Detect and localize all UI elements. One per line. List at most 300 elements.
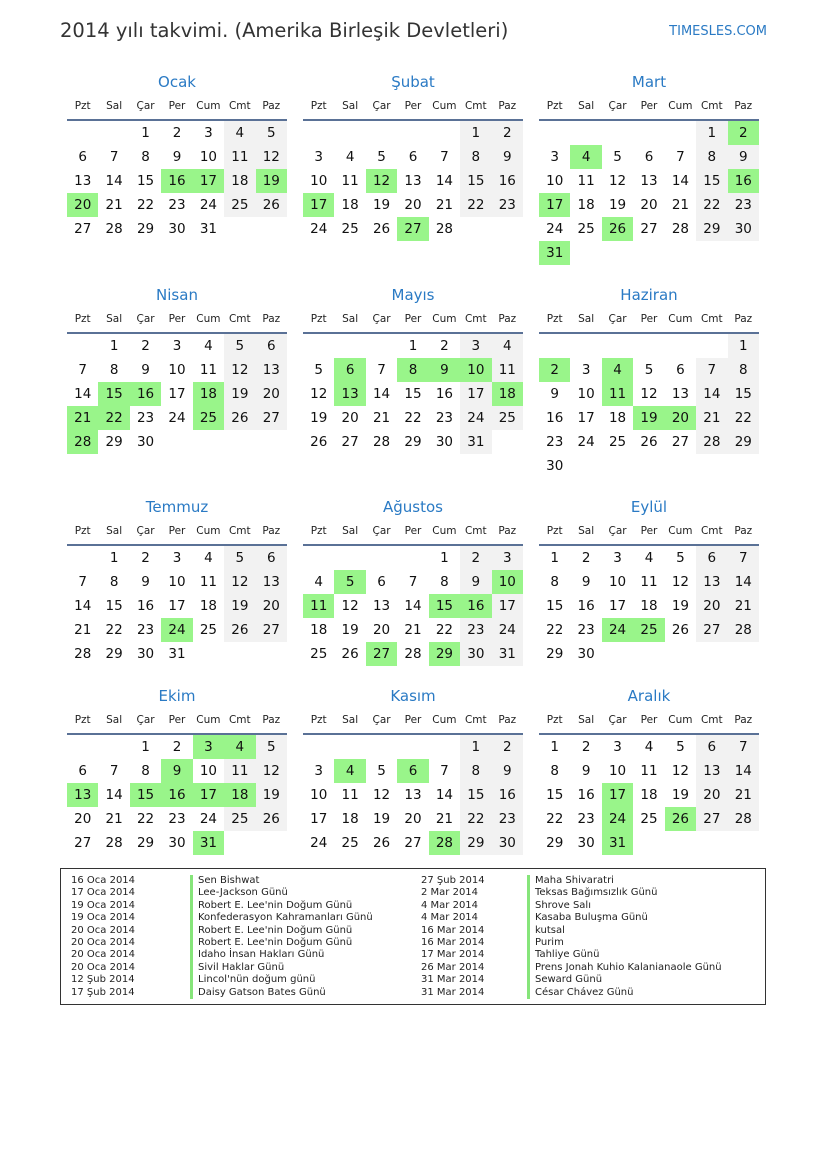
day[interactable]: 25: [224, 807, 255, 831]
day[interactable]: 3: [314, 763, 323, 779]
holiday-day[interactable]: 5: [334, 570, 365, 594]
day[interactable]: 10: [546, 173, 564, 189]
day[interactable]: 30: [577, 835, 595, 851]
holiday-day[interactable]: 6: [334, 358, 365, 382]
day[interactable]: 19: [310, 410, 328, 426]
day[interactable]: 1: [460, 735, 491, 759]
day[interactable]: 30: [136, 434, 155, 450]
day[interactable]: 21: [105, 811, 123, 827]
day[interactable]: 29: [136, 221, 155, 237]
day[interactable]: 24: [199, 197, 218, 213]
day[interactable]: 1: [440, 550, 449, 566]
day[interactable]: 26: [224, 406, 255, 430]
day[interactable]: 20: [640, 197, 658, 213]
day[interactable]: 23: [577, 811, 595, 827]
day[interactable]: 15: [460, 169, 491, 193]
day[interactable]: 7: [377, 362, 386, 378]
day[interactable]: 10: [199, 763, 218, 779]
day[interactable]: 14: [728, 570, 759, 594]
day[interactable]: 31: [460, 430, 491, 454]
day[interactable]: 24: [546, 221, 564, 237]
day[interactable]: 14: [671, 173, 690, 189]
holiday-day[interactable]: 4: [224, 735, 255, 759]
day[interactable]: 23: [728, 193, 759, 217]
day[interactable]: 3: [314, 149, 323, 165]
day[interactable]: 16: [136, 598, 155, 614]
day[interactable]: 9: [581, 763, 591, 779]
day[interactable]: 13: [404, 173, 422, 189]
holiday-day[interactable]: 27: [397, 217, 428, 241]
day[interactable]: 15: [136, 173, 155, 189]
day[interactable]: 11: [199, 574, 218, 590]
day[interactable]: 4: [644, 739, 654, 755]
day[interactable]: 2: [581, 739, 591, 755]
day[interactable]: 28: [74, 646, 92, 662]
day[interactable]: 13: [696, 570, 727, 594]
day[interactable]: 29: [136, 835, 155, 851]
day[interactable]: 11: [224, 145, 255, 169]
day[interactable]: 16: [546, 410, 564, 426]
day[interactable]: 3: [172, 550, 182, 566]
day[interactable]: 9: [492, 145, 523, 169]
day[interactable]: 10: [168, 574, 186, 590]
day[interactable]: 28: [105, 221, 123, 237]
day[interactable]: 20: [341, 410, 359, 426]
day[interactable]: 16: [492, 169, 523, 193]
day[interactable]: 26: [372, 221, 391, 237]
day[interactable]: 22: [696, 193, 727, 217]
day[interactable]: 7: [676, 149, 685, 165]
day[interactable]: 30: [492, 831, 523, 855]
day[interactable]: 16: [435, 386, 454, 402]
day[interactable]: 15: [696, 169, 727, 193]
day[interactable]: 7: [109, 763, 119, 779]
day[interactable]: 6: [644, 149, 654, 165]
day[interactable]: 23: [168, 197, 186, 213]
day[interactable]: 3: [460, 334, 491, 358]
day[interactable]: 24: [460, 406, 491, 430]
day[interactable]: 12: [640, 386, 658, 402]
day[interactable]: 5: [377, 149, 386, 165]
day[interactable]: 21: [728, 594, 759, 618]
day[interactable]: 7: [109, 149, 119, 165]
day[interactable]: 8: [460, 759, 491, 783]
day[interactable]: 12: [341, 598, 359, 614]
day[interactable]: 8: [141, 149, 150, 165]
day[interactable]: 8: [109, 574, 119, 590]
holiday-day[interactable]: 20: [67, 193, 98, 217]
holiday-day[interactable]: 20: [665, 406, 696, 430]
day[interactable]: 11: [341, 787, 359, 803]
day[interactable]: 29: [404, 434, 422, 450]
day[interactable]: 31: [492, 642, 523, 666]
day[interactable]: 9: [141, 574, 150, 590]
day[interactable]: 22: [435, 622, 454, 638]
day[interactable]: 7: [440, 763, 449, 779]
day[interactable]: 9: [460, 570, 491, 594]
day[interactable]: 7: [696, 358, 727, 382]
day[interactable]: 12: [256, 759, 287, 783]
holiday-day[interactable]: 16: [728, 169, 759, 193]
day[interactable]: 18: [310, 622, 328, 638]
day[interactable]: 8: [109, 362, 119, 378]
day[interactable]: 20: [696, 783, 727, 807]
day[interactable]: 6: [256, 334, 287, 358]
day[interactable]: 5: [224, 546, 255, 570]
day[interactable]: 7: [728, 546, 759, 570]
day[interactable]: 16: [577, 787, 595, 803]
brand-link[interactable]: TIMESLES.COM: [669, 24, 767, 39]
day[interactable]: 22: [136, 811, 155, 827]
day[interactable]: 21: [372, 410, 391, 426]
day[interactable]: 21: [404, 622, 422, 638]
day[interactable]: 30: [136, 646, 155, 662]
day[interactable]: 11: [577, 173, 595, 189]
day[interactable]: 24: [199, 811, 218, 827]
day[interactable]: 30: [460, 642, 491, 666]
day[interactable]: 10: [608, 574, 627, 590]
day[interactable]: 8: [728, 358, 759, 382]
holiday-day[interactable]: 25: [633, 618, 664, 642]
day[interactable]: 6: [696, 546, 727, 570]
day[interactable]: 16: [577, 598, 595, 614]
day[interactable]: 15: [728, 382, 759, 406]
holiday-day[interactable]: 2: [539, 358, 570, 382]
holiday-day[interactable]: 22: [98, 406, 129, 430]
holiday-day[interactable]: 16: [130, 382, 161, 406]
day[interactable]: 5: [644, 362, 654, 378]
day[interactable]: 18: [640, 787, 658, 803]
holiday-day[interactable]: 28: [67, 430, 98, 454]
holiday-day[interactable]: 25: [193, 406, 224, 430]
day[interactable]: 7: [440, 149, 449, 165]
day[interactable]: 18: [199, 598, 218, 614]
day[interactable]: 12: [608, 173, 627, 189]
day[interactable]: 30: [577, 646, 595, 662]
day[interactable]: 25: [224, 193, 255, 217]
holiday-day[interactable]: 4: [602, 358, 633, 382]
day[interactable]: 6: [408, 149, 418, 165]
day[interactable]: 30: [168, 221, 186, 237]
day[interactable]: 20: [256, 594, 287, 618]
day[interactable]: 31: [199, 221, 218, 237]
day[interactable]: 22: [460, 807, 491, 831]
holiday-day[interactable]: 21: [67, 406, 98, 430]
day[interactable]: 13: [256, 570, 287, 594]
day[interactable]: 31: [168, 646, 186, 662]
day[interactable]: 8: [550, 763, 559, 779]
day[interactable]: 15: [546, 598, 564, 614]
day[interactable]: 20: [74, 811, 92, 827]
day[interactable]: 13: [256, 358, 287, 382]
holiday-day[interactable]: 17: [602, 783, 633, 807]
day[interactable]: 27: [256, 618, 287, 642]
day[interactable]: 26: [256, 193, 287, 217]
day[interactable]: 18: [341, 811, 359, 827]
day[interactable]: 29: [546, 646, 564, 662]
holiday-day[interactable]: 28: [429, 831, 460, 855]
day[interactable]: 9: [728, 145, 759, 169]
holiday-day[interactable]: 9: [429, 358, 460, 382]
day[interactable]: 15: [105, 598, 123, 614]
holiday-day[interactable]: 11: [602, 382, 633, 406]
day[interactable]: 11: [224, 759, 255, 783]
day[interactable]: 1: [460, 121, 491, 145]
day[interactable]: 4: [224, 121, 255, 145]
holiday-day[interactable]: 15: [98, 382, 129, 406]
day[interactable]: 27: [341, 434, 359, 450]
day[interactable]: 11: [640, 763, 658, 779]
day[interactable]: 28: [404, 646, 422, 662]
day[interactable]: 14: [74, 598, 92, 614]
day[interactable]: 25: [492, 406, 523, 430]
day[interactable]: 11: [199, 362, 218, 378]
day[interactable]: 13: [74, 173, 92, 189]
day[interactable]: 28: [105, 835, 123, 851]
holiday-day[interactable]: 17: [193, 783, 224, 807]
day[interactable]: 1: [696, 121, 727, 145]
day[interactable]: 14: [105, 173, 123, 189]
day[interactable]: 25: [341, 835, 359, 851]
day[interactable]: 4: [204, 338, 213, 354]
day[interactable]: 5: [256, 735, 287, 759]
day[interactable]: 28: [696, 430, 727, 454]
day[interactable]: 14: [728, 759, 759, 783]
holiday-day[interactable]: 15: [130, 783, 161, 807]
holiday-day[interactable]: 13: [67, 783, 98, 807]
day[interactable]: 18: [341, 197, 359, 213]
holiday-day[interactable]: 16: [161, 783, 192, 807]
day[interactable]: 16: [492, 783, 523, 807]
day[interactable]: 14: [404, 598, 422, 614]
holiday-day[interactable]: 4: [570, 145, 601, 169]
day[interactable]: 25: [608, 434, 627, 450]
day[interactable]: 30: [435, 434, 454, 450]
day[interactable]: 13: [372, 598, 391, 614]
day[interactable]: 11: [640, 574, 658, 590]
day[interactable]: 26: [640, 434, 658, 450]
holiday-day[interactable]: 29: [429, 642, 460, 666]
day[interactable]: 2: [141, 550, 150, 566]
day[interactable]: 4: [314, 574, 323, 590]
day[interactable]: 20: [404, 197, 422, 213]
day[interactable]: 2: [141, 338, 150, 354]
day[interactable]: 27: [256, 406, 287, 430]
day[interactable]: 14: [74, 386, 92, 402]
holiday-day[interactable]: 6: [397, 759, 428, 783]
day[interactable]: 23: [435, 410, 454, 426]
day[interactable]: 5: [314, 362, 323, 378]
day[interactable]: 13: [671, 386, 690, 402]
day[interactable]: 29: [460, 831, 491, 855]
day[interactable]: 14: [696, 382, 727, 406]
day[interactable]: 3: [204, 125, 213, 141]
day[interactable]: 10: [608, 763, 627, 779]
holiday-day[interactable]: 10: [460, 358, 491, 382]
day[interactable]: 22: [728, 406, 759, 430]
day[interactable]: 24: [310, 835, 328, 851]
day[interactable]: 1: [408, 338, 418, 354]
day[interactable]: 12: [671, 763, 690, 779]
day[interactable]: 23: [492, 807, 523, 831]
day[interactable]: 3: [613, 550, 622, 566]
holiday-day[interactable]: 18: [193, 382, 224, 406]
day[interactable]: 1: [109, 550, 119, 566]
day[interactable]: 8: [696, 145, 727, 169]
day[interactable]: 19: [372, 811, 391, 827]
day[interactable]: 20: [696, 594, 727, 618]
day[interactable]: 19: [608, 197, 627, 213]
day[interactable]: 5: [377, 763, 386, 779]
holiday-day[interactable]: 17: [303, 193, 334, 217]
day[interactable]: 28: [728, 807, 759, 831]
day[interactable]: 8: [460, 145, 491, 169]
day[interactable]: 6: [78, 763, 87, 779]
day[interactable]: 8: [440, 574, 449, 590]
day[interactable]: 3: [172, 338, 182, 354]
day[interactable]: 3: [550, 149, 559, 165]
day[interactable]: 17: [460, 382, 491, 406]
holiday-day[interactable]: 13: [334, 382, 365, 406]
day[interactable]: 9: [492, 759, 523, 783]
day[interactable]: 29: [696, 217, 727, 241]
day[interactable]: 12: [224, 358, 255, 382]
day[interactable]: 25: [640, 811, 658, 827]
holiday-day[interactable]: 31: [193, 831, 224, 855]
day[interactable]: 3: [492, 546, 523, 570]
day[interactable]: 30: [728, 217, 759, 241]
day[interactable]: 24: [492, 618, 523, 642]
day[interactable]: 6: [676, 362, 685, 378]
day[interactable]: 21: [435, 811, 454, 827]
day[interactable]: 27: [640, 221, 658, 237]
day[interactable]: 27: [696, 807, 727, 831]
holiday-day[interactable]: 15: [429, 594, 460, 618]
day[interactable]: 19: [671, 598, 690, 614]
day[interactable]: 7: [728, 735, 759, 759]
day[interactable]: 18: [577, 197, 595, 213]
day[interactable]: 24: [310, 221, 328, 237]
day[interactable]: 12: [671, 574, 690, 590]
holiday-day[interactable]: 18: [492, 382, 523, 406]
day[interactable]: 22: [105, 622, 123, 638]
day[interactable]: 20: [372, 622, 391, 638]
holiday-day[interactable]: 4: [334, 759, 365, 783]
day[interactable]: 27: [74, 221, 92, 237]
day[interactable]: 26: [671, 622, 690, 638]
holiday-day[interactable]: 2: [728, 121, 759, 145]
holiday-day[interactable]: 10: [492, 570, 523, 594]
day[interactable]: 27: [74, 835, 92, 851]
day[interactable]: 12: [224, 570, 255, 594]
holiday-day[interactable]: 26: [665, 807, 696, 831]
day[interactable]: 11: [341, 173, 359, 189]
day[interactable]: 19: [224, 382, 255, 406]
day[interactable]: 2: [440, 338, 449, 354]
day[interactable]: 17: [168, 386, 186, 402]
day[interactable]: 19: [372, 197, 391, 213]
day[interactable]: 13: [404, 787, 422, 803]
day[interactable]: 12: [372, 787, 391, 803]
day[interactable]: 26: [224, 618, 255, 642]
holiday-day[interactable]: 9: [161, 759, 192, 783]
day[interactable]: 17: [492, 594, 523, 618]
day[interactable]: 17: [577, 410, 595, 426]
day[interactable]: 17: [608, 598, 627, 614]
day[interactable]: 19: [256, 783, 287, 807]
holiday-day[interactable]: 8: [397, 358, 428, 382]
day[interactable]: 29: [105, 434, 123, 450]
day[interactable]: 25: [310, 646, 328, 662]
day[interactable]: 1: [141, 125, 150, 141]
day[interactable]: 4: [345, 149, 355, 165]
holiday-day[interactable]: 11: [303, 594, 334, 618]
day[interactable]: 8: [141, 763, 150, 779]
day[interactable]: 26: [341, 646, 359, 662]
day[interactable]: 2: [460, 546, 491, 570]
day[interactable]: 10: [310, 787, 328, 803]
day[interactable]: 22: [546, 622, 564, 638]
day[interactable]: 1: [728, 334, 759, 358]
holiday-day[interactable]: 3: [193, 735, 224, 759]
day[interactable]: 26: [256, 807, 287, 831]
day[interactable]: 14: [105, 787, 123, 803]
day[interactable]: 6: [696, 735, 727, 759]
day[interactable]: 15: [460, 783, 491, 807]
day[interactable]: 2: [492, 735, 523, 759]
day[interactable]: 19: [671, 787, 690, 803]
day[interactable]: 10: [577, 386, 595, 402]
holiday-day[interactable]: 19: [633, 406, 664, 430]
day[interactable]: 6: [377, 574, 386, 590]
day[interactable]: 2: [172, 125, 182, 141]
holiday-day[interactable]: 17: [539, 193, 570, 217]
day[interactable]: 21: [671, 197, 690, 213]
day[interactable]: 25: [577, 221, 595, 237]
holiday-day[interactable]: 16: [161, 169, 192, 193]
day[interactable]: 20: [256, 382, 287, 406]
day[interactable]: 14: [372, 386, 391, 402]
day[interactable]: 26: [310, 434, 328, 450]
day[interactable]: 5: [676, 739, 685, 755]
day[interactable]: 1: [141, 739, 150, 755]
day[interactable]: 4: [204, 550, 213, 566]
day[interactable]: 2: [492, 121, 523, 145]
day[interactable]: 9: [172, 149, 182, 165]
holiday-day[interactable]: 19: [256, 169, 287, 193]
day[interactable]: 21: [74, 622, 92, 638]
day[interactable]: 23: [492, 193, 523, 217]
day[interactable]: 23: [577, 622, 595, 638]
day[interactable]: 17: [168, 598, 186, 614]
day[interactable]: 28: [372, 434, 391, 450]
day[interactable]: 28: [671, 221, 690, 237]
day[interactable]: 11: [492, 358, 523, 382]
day[interactable]: 8: [550, 574, 559, 590]
day[interactable]: 7: [78, 362, 87, 378]
day[interactable]: 21: [105, 197, 123, 213]
day[interactable]: 5: [224, 334, 255, 358]
holiday-day[interactable]: 27: [366, 642, 397, 666]
day[interactable]: 2: [581, 550, 591, 566]
day[interactable]: 12: [310, 386, 328, 402]
holiday-day[interactable]: 24: [161, 618, 192, 642]
day[interactable]: 23: [460, 618, 491, 642]
day[interactable]: 28: [728, 618, 759, 642]
day[interactable]: 29: [546, 835, 564, 851]
day[interactable]: 10: [310, 173, 328, 189]
day[interactable]: 5: [676, 550, 685, 566]
